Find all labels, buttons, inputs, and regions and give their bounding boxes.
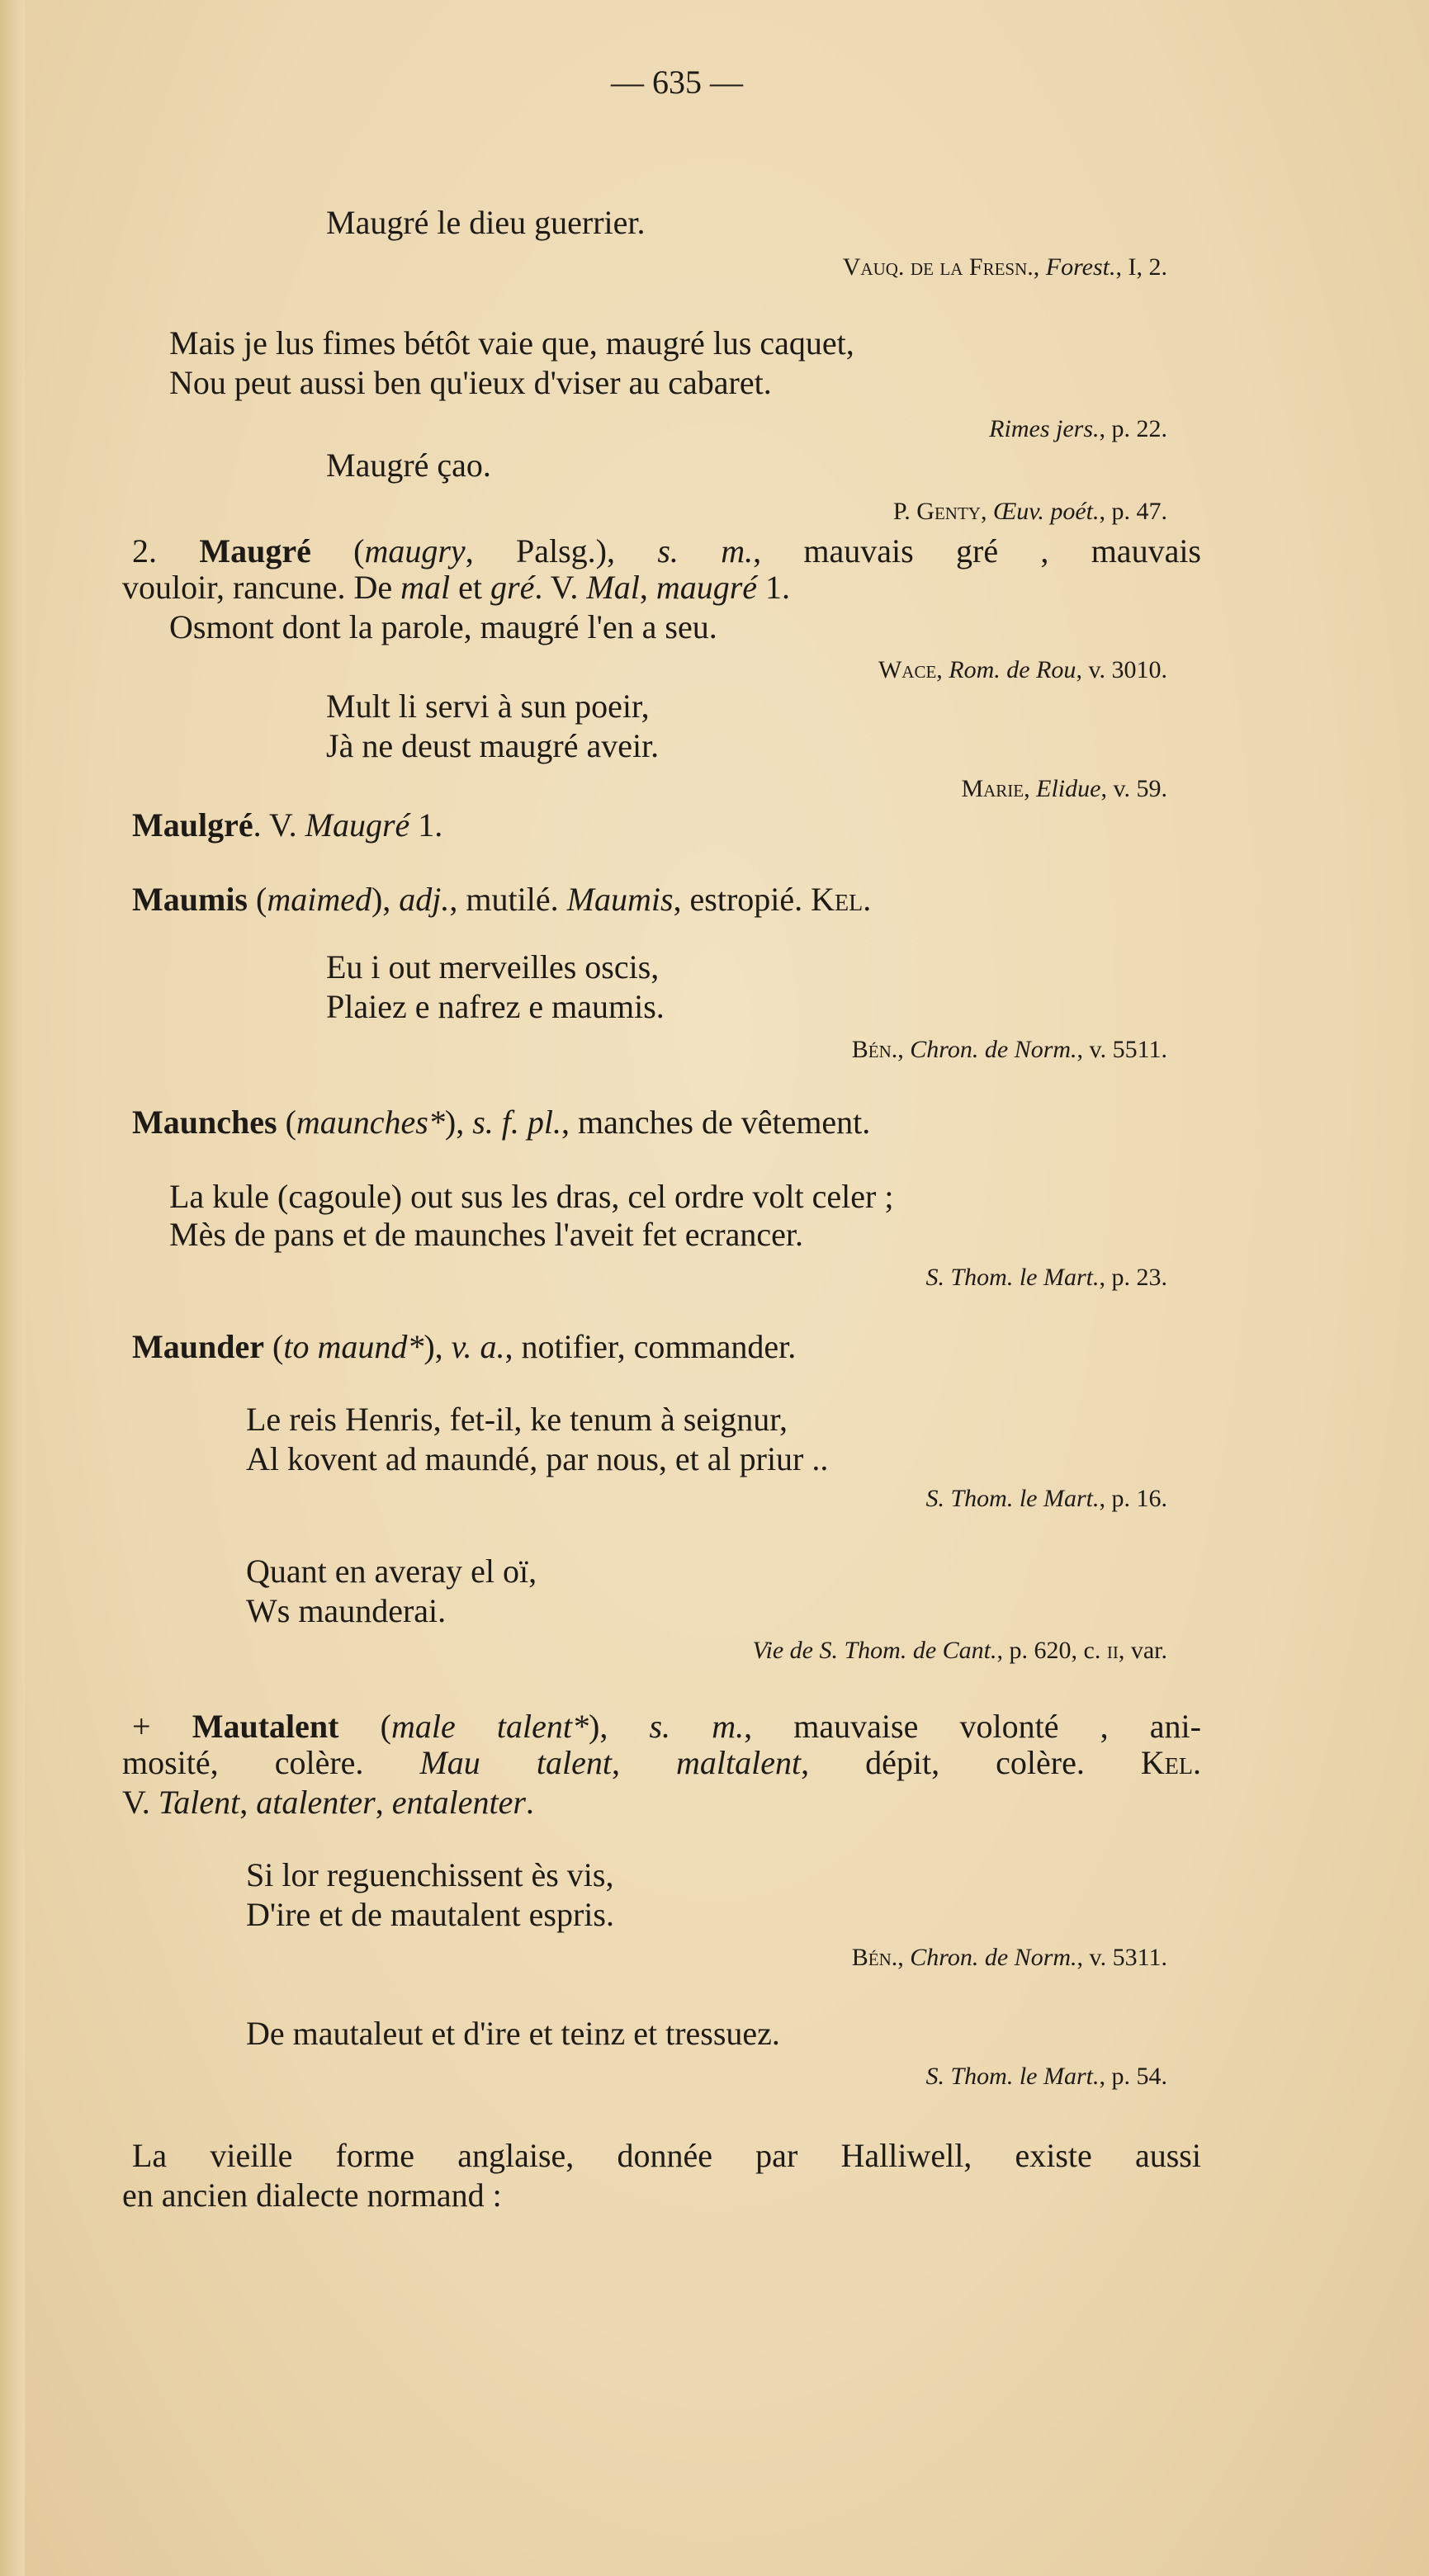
text-segment: V.: [122, 1784, 159, 1821]
text-segment: D'ire et de mautalent espris.: [246, 1896, 614, 1933]
text-line: [326, 986, 665, 1028]
text-segment: , p. 47.: [1099, 498, 1167, 525]
text-segment: Osmont dont la parole, maugré l'en a seu.: [169, 608, 717, 645]
citation-line: [961, 768, 1167, 810]
author-name: Bén.: [851, 1036, 898, 1063]
text-segment: , v. 59.: [1100, 775, 1167, 802]
headword: Maunder: [132, 1328, 264, 1365]
text-line: [246, 1551, 537, 1592]
text-line: [246, 1439, 828, 1480]
headword: Mautalent: [192, 1708, 339, 1745]
text-segment: Al kovent ad maundé, par nous, et al priur ..: [246, 1440, 829, 1477]
text-line: [122, 567, 790, 608]
entry-line: [132, 1706, 1201, 1747]
italic-text: Maugré: [305, 806, 410, 844]
text-segment: Si lor reguenchissent ès vis,: [246, 1856, 614, 1893]
italic-text: Chron. de Norm.: [910, 1036, 1077, 1063]
text-segment: De mautaleut et d'ire et teinz et tressuez.: [246, 2015, 780, 2052]
italic-text: maunches*: [296, 1104, 445, 1141]
text-line: [122, 1742, 1201, 1784]
citation-line: [878, 650, 1167, 691]
text-segment: , p. 54.: [1099, 2063, 1167, 2090]
text-segment: Mult li servi à sun poeir,: [326, 688, 650, 725]
italic-text: Rimes jers.: [989, 415, 1100, 442]
text-segment: , estropié.: [673, 881, 812, 918]
headword: Maumis: [132, 881, 248, 918]
text-segment: ,: [239, 1784, 257, 1821]
text-segment: Ws maunderai.: [246, 1592, 447, 1629]
text-segment: ),: [371, 881, 400, 918]
text-line: [169, 323, 854, 364]
text-segment: ,: [897, 1036, 911, 1063]
italic-text: Vie de S. Thom. de Cant.: [752, 1637, 997, 1664]
text-segment: Nou peut aussi ben qu'ieux d'viser au cabaret.: [169, 364, 772, 401]
text-segment: Mès de pans et de maunches l'aveit fet ecrancer.: [169, 1216, 803, 1253]
headword: Maugré: [199, 532, 311, 570]
italic-text: male talent*: [390, 1708, 589, 1745]
author-name: Wace: [878, 656, 937, 683]
citation-line: [893, 491, 1167, 532]
text-segment: (: [338, 1708, 391, 1745]
text-segment: Jà ne deust maugré aveir.: [326, 727, 660, 764]
headword: Maunches: [132, 1104, 277, 1141]
page-number: — 635 —: [611, 64, 743, 101]
text-segment: (: [310, 532, 365, 570]
italic-text: Forest.: [1045, 253, 1116, 281]
text-segment: , dépit, colère.: [801, 1744, 1141, 1781]
text-segment: ,: [1024, 775, 1037, 802]
citation-line: [852, 1937, 1167, 1978]
text-segment: ,: [639, 569, 656, 606]
text-segment: Quant en averay el oï,: [246, 1553, 537, 1590]
page-edge-shadow: [0, 0, 25, 2576]
text-segment: , manches de vêtement.: [561, 1104, 871, 1141]
text-segment: Maugré le dieu guerrier.: [326, 204, 646, 241]
citation-line: [852, 1029, 1167, 1071]
citation-line: [752, 1630, 1167, 1671]
entry-line: [132, 805, 442, 846]
italic-text: Maumis: [566, 881, 674, 918]
author-name: Kel.: [1140, 1744, 1202, 1781]
text-line: [169, 362, 772, 404]
citation-line: [926, 1257, 1168, 1298]
entry-line: [132, 1102, 870, 1143]
text-line: [326, 947, 659, 988]
italic-text: S. Thom. le Mart.: [925, 2063, 1100, 2090]
italic-text: Rom. de Rou: [949, 656, 1076, 683]
italic-text: atalenter: [256, 1784, 376, 1821]
text-segment: +: [132, 1708, 192, 1745]
italic-text: Mau talent: [419, 1744, 612, 1781]
entry-line: [132, 531, 1201, 572]
text-segment: , Palsg.),: [465, 532, 658, 570]
italic-text: v. a.: [451, 1328, 505, 1365]
text-line: [169, 1176, 893, 1217]
italic-text: maimed: [267, 881, 371, 918]
italic-text: mal: [400, 569, 451, 606]
citation-line: [843, 247, 1167, 288]
italic-text: Œuv. poét.: [992, 498, 1100, 525]
text-segment: Plaiez e nafrez e maumis.: [326, 988, 665, 1025]
italic-text: to maund*: [283, 1328, 424, 1365]
text-segment: mosité, colère.: [122, 1744, 420, 1781]
entry-line: [132, 879, 871, 920]
text-segment: , v. 5511.: [1076, 1036, 1167, 1063]
italic-text: entalenter: [391, 1784, 526, 1821]
text-segment: (: [264, 1328, 284, 1365]
text-line: [169, 1214, 803, 1255]
text-segment: ,: [375, 1784, 392, 1821]
text-segment: . V.: [534, 569, 587, 606]
text-segment: ),: [444, 1104, 473, 1141]
text-line: [326, 726, 659, 767]
text-segment: ,: [611, 1744, 676, 1781]
italic-text: S. Thom. le Mart.: [925, 1264, 1100, 1291]
italic-text: Chron. de Norm.: [910, 1944, 1077, 1971]
text-segment: , v. 5311.: [1076, 1944, 1167, 1971]
text-line: [122, 2175, 502, 2216]
text-segment: , p. 22.: [1099, 415, 1167, 442]
text-segment: , notifier, commander.: [504, 1328, 797, 1365]
text-line: [246, 1591, 446, 1632]
text-segment: , mutilé.: [449, 881, 567, 918]
author-name: Marie: [961, 775, 1024, 802]
author-name: Vauq. de la Fresn.: [842, 253, 1034, 281]
text-segment: La vieille forme anglaise, donnée par Halliwell, existe aussi: [132, 2137, 1201, 2174]
text-segment: , I, 2.: [1115, 253, 1167, 281]
text-line: [326, 445, 491, 486]
italic-text: s. f. pl.: [472, 1104, 561, 1141]
italic-text: maltalent: [676, 1744, 802, 1781]
text-segment: ,: [936, 656, 949, 683]
text-line: [326, 202, 646, 243]
text-segment: , p. 23.: [1099, 1264, 1167, 1291]
text-line: [122, 1782, 534, 1823]
text-segment: et: [450, 569, 491, 606]
italic-text: Elidue: [1036, 775, 1101, 802]
text-segment: ,: [980, 498, 993, 525]
text-segment: 1.: [757, 569, 791, 606]
text-segment: , v. 3010.: [1076, 656, 1167, 683]
text-segment: Maugré çao.: [326, 447, 491, 484]
author-name: Kel.: [811, 881, 872, 918]
text-segment: vouloir, rancune. De: [122, 569, 401, 606]
text-segment: ,: [1033, 253, 1046, 281]
text-segment: Mais je lus fimes bétôt vaie que, maugré lus caquet,: [169, 324, 854, 362]
text-segment: en ancien dialecte normand :: [122, 2177, 502, 2214]
text-line: [326, 686, 650, 727]
text-line: [246, 1894, 614, 1936]
italic-text: Talent: [158, 1784, 240, 1821]
text-segment: Le reis Henris, fet-il, ke tenum à seignur,: [246, 1401, 788, 1438]
italic-text: S. Thom. le Mart.: [925, 1485, 1100, 1512]
text-segment: 1.: [409, 806, 443, 844]
text-line: [246, 1855, 614, 1896]
text-segment: , p. 620, c.: [996, 1637, 1107, 1664]
text-segment: La kule (cagoule) out sus les dras, cel ordre volt celer ;: [169, 1178, 894, 1215]
citation-line: [989, 409, 1167, 450]
text-segment: (: [248, 881, 267, 918]
italic-text: adj.: [399, 881, 450, 918]
author-name: ii: [1106, 1637, 1119, 1664]
text-segment: , p. 16.: [1099, 1485, 1167, 1512]
italic-text: s. m.: [649, 1708, 745, 1745]
author-name: P. Genty: [892, 498, 981, 525]
text-segment: ),: [423, 1328, 452, 1365]
entry-line: [132, 2135, 1201, 2177]
italic-text: Mal: [586, 569, 640, 606]
text-segment: , mauvaise volonté , ani-: [744, 1708, 1201, 1745]
text-segment: .: [525, 1784, 534, 1821]
text-segment: Eu i out merveilles oscis,: [326, 948, 660, 985]
text-segment: , var.: [1118, 1637, 1167, 1664]
text-segment: . V.: [253, 806, 305, 844]
italic-text: maugry: [364, 532, 466, 570]
italic-text: maugré: [655, 569, 758, 606]
text-segment: , mauvais gré , mauvais: [753, 532, 1201, 570]
citation-line: [926, 2056, 1168, 2097]
text-segment: ),: [589, 1708, 650, 1745]
text-segment: (: [277, 1104, 296, 1141]
text-line: [246, 1399, 788, 1440]
text-line: [246, 2013, 780, 2054]
italic-text: s. m.: [657, 532, 754, 570]
citation-line: [926, 1478, 1168, 1520]
text-segment: ,: [897, 1944, 911, 1971]
headword: Maulgré: [132, 806, 253, 844]
text-segment: 2.: [132, 532, 200, 570]
author-name: Bén.: [851, 1944, 898, 1971]
entry-line: [132, 1326, 796, 1368]
text-line: [169, 607, 717, 648]
italic-text: gré: [490, 569, 535, 606]
